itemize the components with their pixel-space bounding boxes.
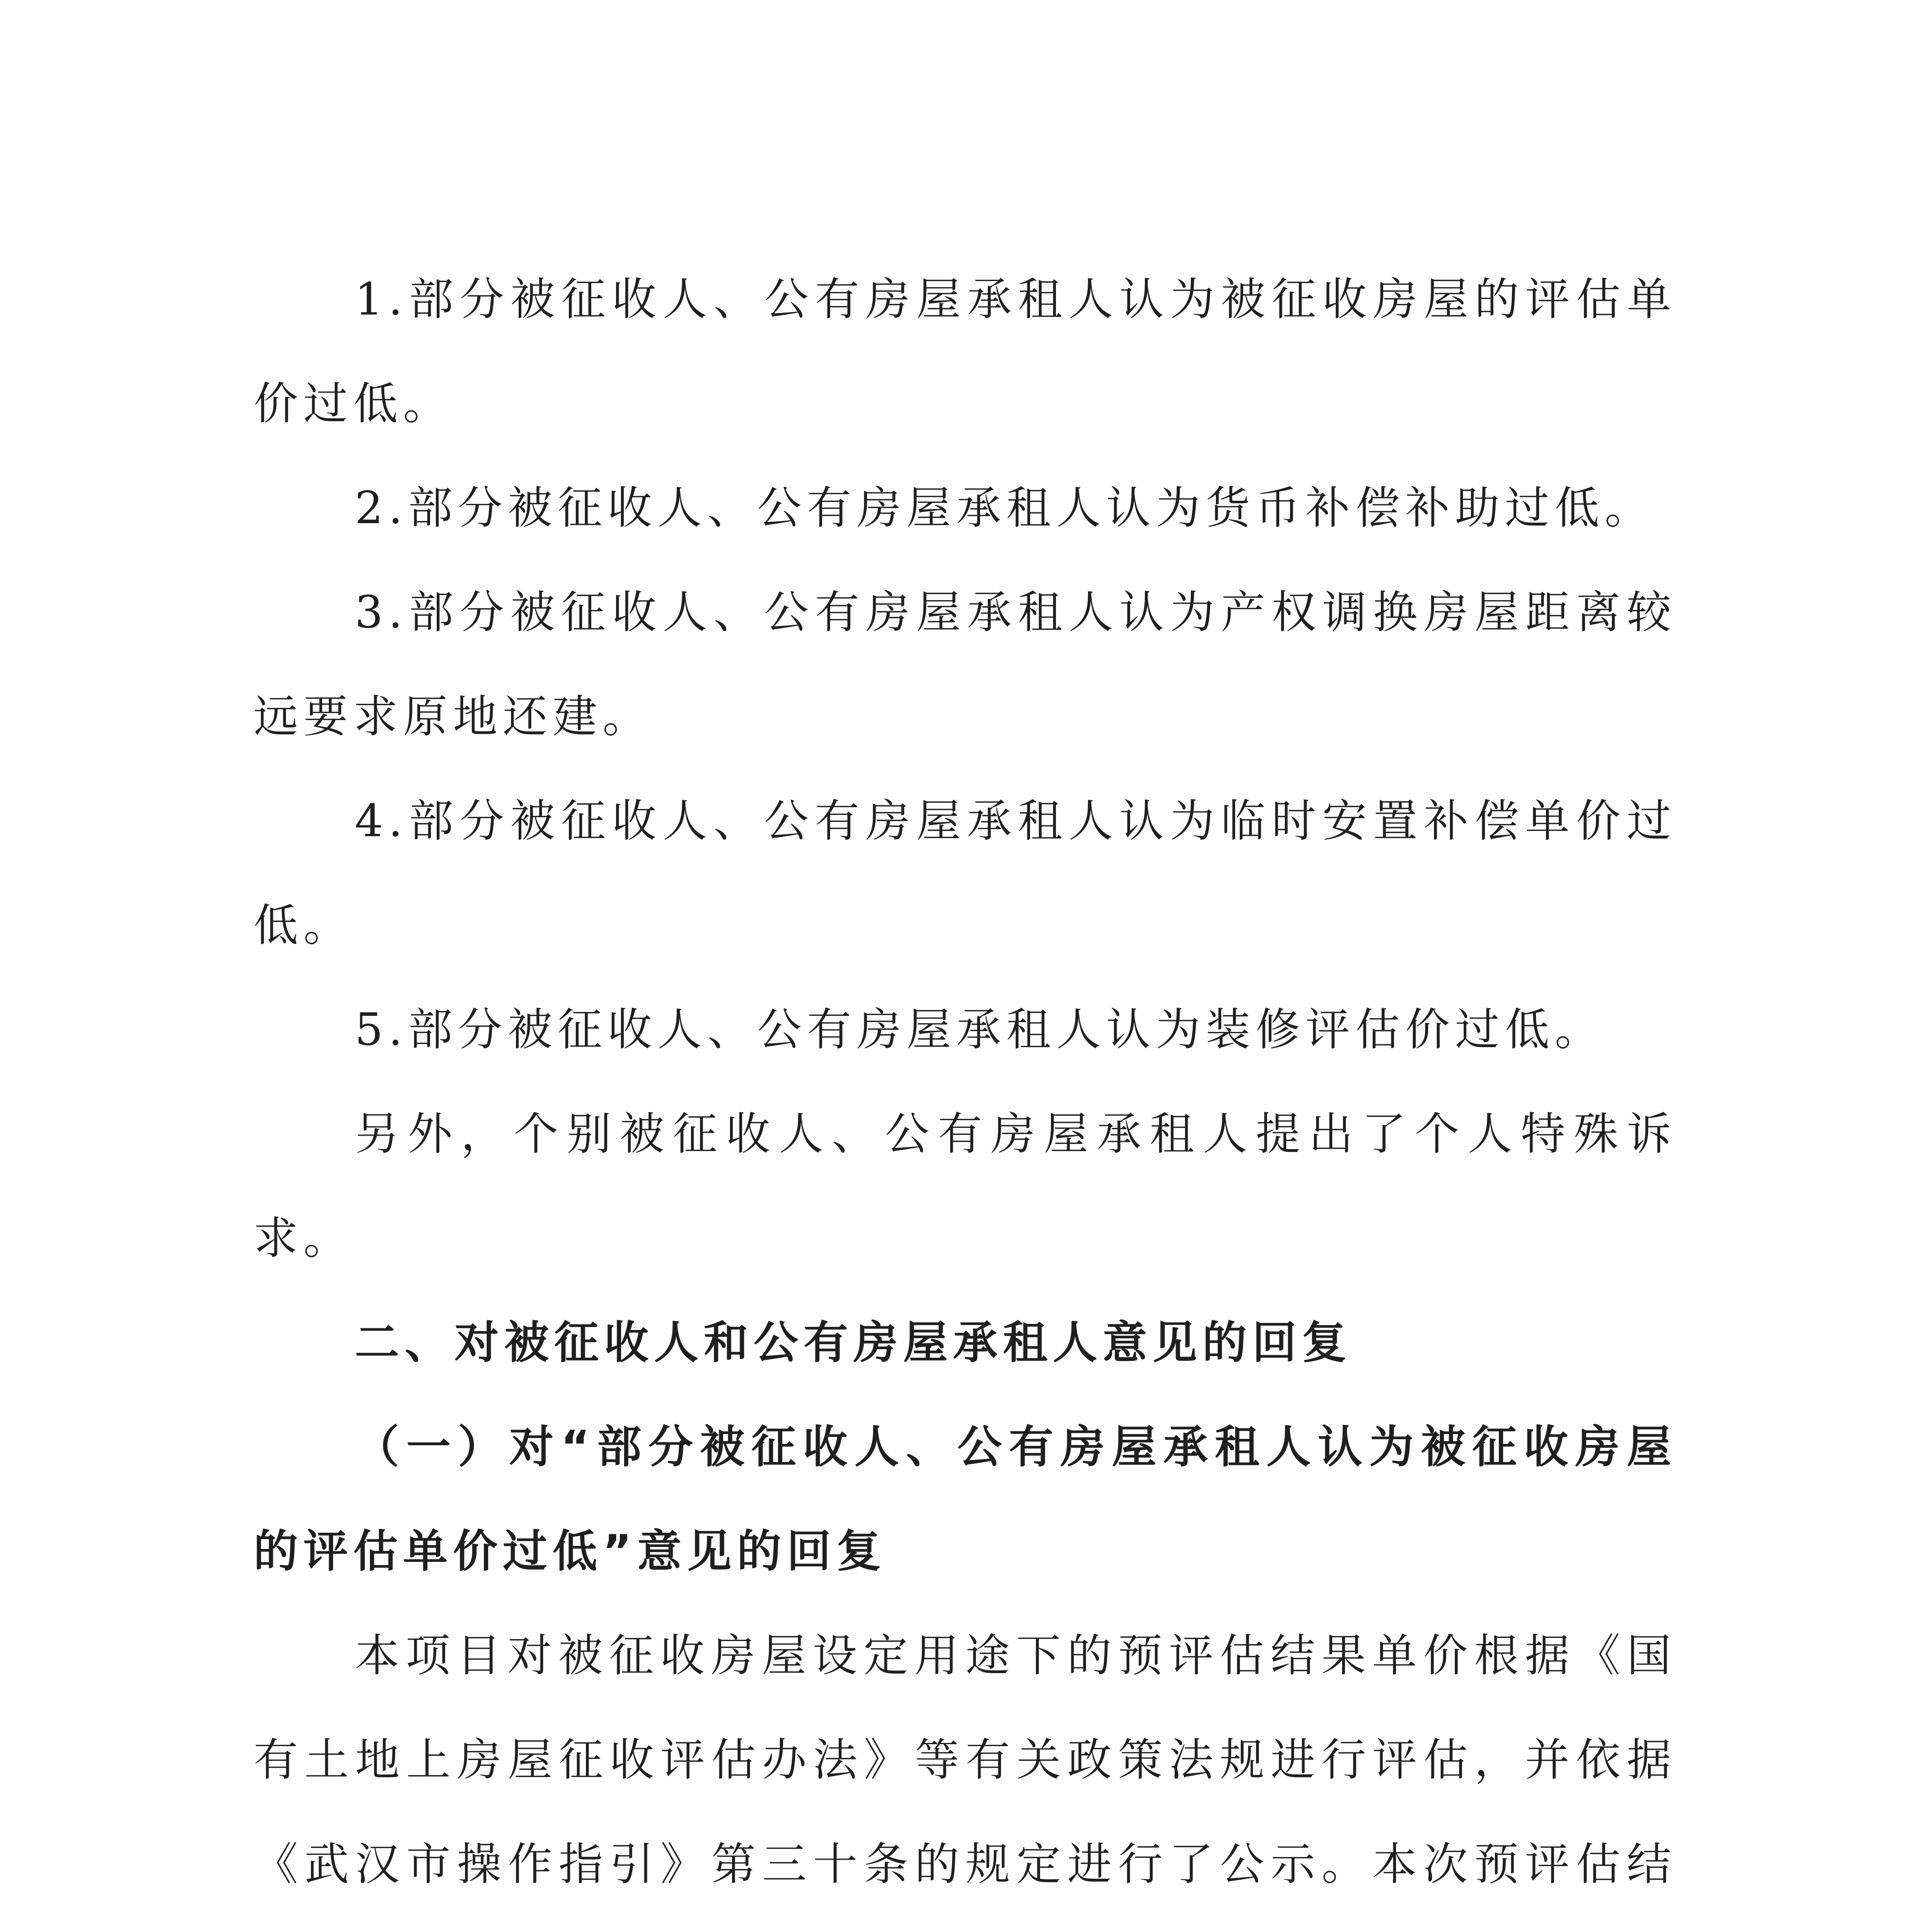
document-body [254, 247, 1677, 1932]
paragraph-item-3: 3.部分被征收人、公有房屋承租人认为产权调换房屋距离较远要求原地还建。 [254, 587, 1677, 743]
paragraph-item-1: 1.部分被征收人、公有房屋承租人认为被征收房屋的评估单价过低。 [254, 274, 1677, 430]
paragraph-additional: 另外，个别被征收人、公有房屋承租人提出了个人特殊诉求。 [254, 1108, 1677, 1264]
paragraph-item-4: 4.部分被征收人、公有房屋承租人认为临时安置补偿单价过低。 [254, 795, 1677, 951]
section-heading-2: 二、对被征收人和公有房屋承租人意见的回复 [355, 1317, 1352, 1369]
paragraph-item-5: 5.部分被征收人、公有房屋承租人认为装修评估价过低。 [355, 1004, 1605, 1056]
paragraph-item-2: 2.部分被征收人、公有房屋承租人认为货币补偿补助过低。 [355, 482, 1655, 534]
paragraph-response-1: 本项目对被征收房屋设定用途下的预评估结果单价根据《国有土地上房屋征收评估办法》等有关政策法规进行评估，并依据《武汉市操作指引》第三十条的规定进行了公示。本次预评估结 [254, 1630, 1677, 1890]
subsection-heading-1: （一）对“部分被征收人、公有房屋承租人认为被征收房屋的评估单价过低”意见的回复 [254, 1421, 1677, 1577]
